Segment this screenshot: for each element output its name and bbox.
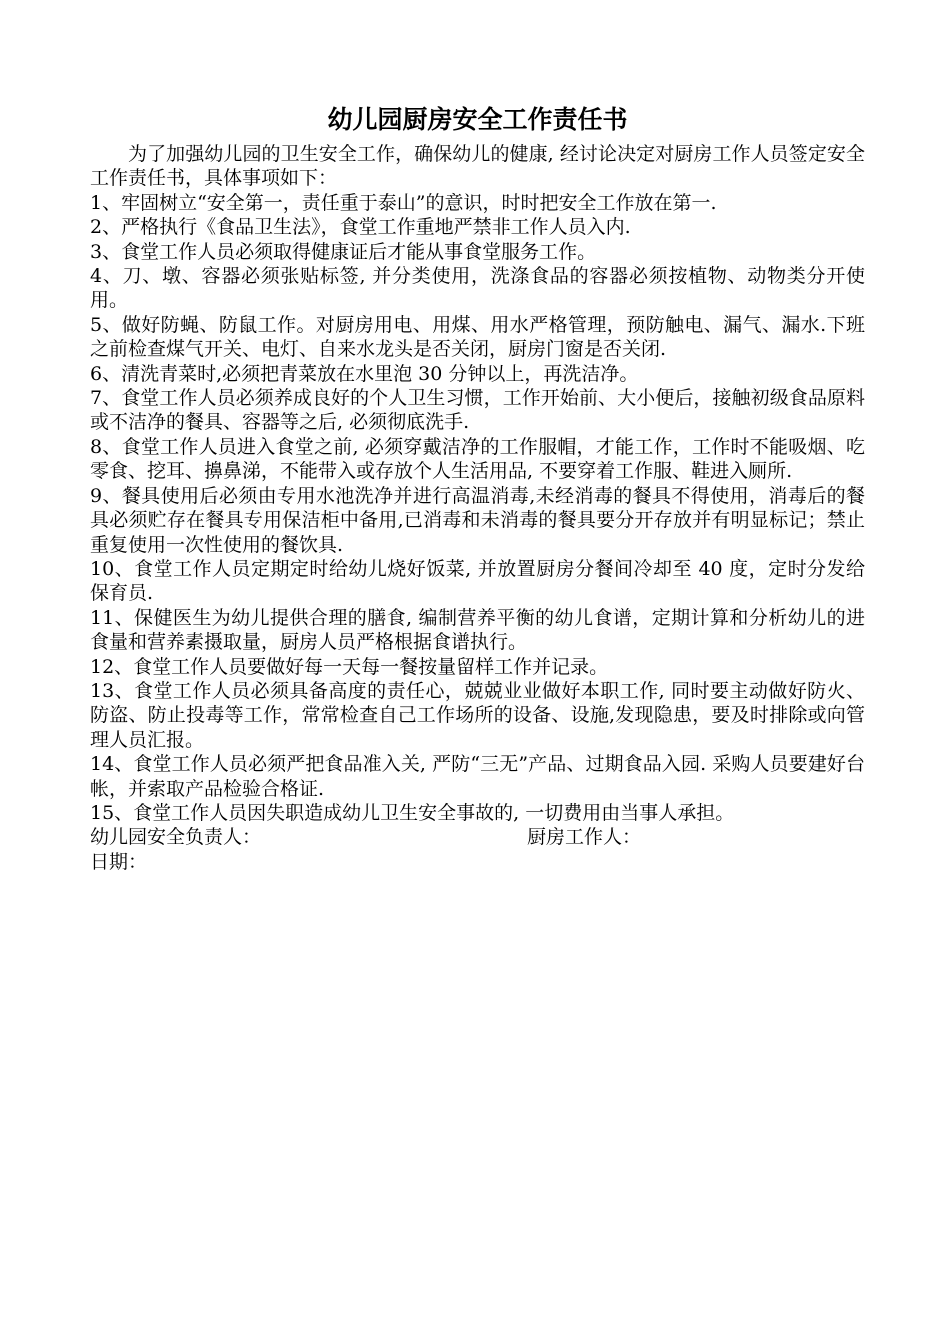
item-12: 12、食堂工作人员要做好每一天每一餐按量留样工作并记录。 xyxy=(90,655,609,678)
item-6: 6、清洗青菜时,必须把青菜放在水里泡 30 分钟以上，再洗洁净。 xyxy=(90,362,639,385)
document-page xyxy=(90,100,865,874)
date-row xyxy=(90,850,865,874)
item-10: 10、食堂工作人员定期定时给幼儿烧好饭菜, 并放置厨房分餐间冷却至 40 度，定时分发给保育员. xyxy=(90,557,865,605)
item-1: 1、牢固树立“安全第一，责任重于泰山”的意识，时时把安全工作放在第一. xyxy=(90,191,717,214)
kindergarten-signature-label: 幼儿园安全负责人： xyxy=(90,826,262,849)
intro-paragraph: 为了加强幼儿园的卫生安全工作，确保幼儿的健康, 经讨论决定对厨房工作人员签定安全工作责任书，具体事项如下： xyxy=(90,143,865,190)
item-13: 13、食堂工作人员必须具备高度的责任心，兢兢业业做好本职工作, 同时要主动做好防火、防盗、防止投毒等工作，常常检查自己工作场所的设备、设施,发现隐患，要及时排除或向管理人员汇报。 xyxy=(90,679,865,751)
document-title: 幼儿园厨房安全工作责任书 xyxy=(327,105,628,134)
item-15: 15、食堂工作人员因失职造成幼儿卫生安全事故的, 一切费用由当事人承担。 xyxy=(90,801,735,824)
item-5: 5、做好防蝇、防鼠工作。对厨房用电、用煤、用水严格管理，预防触电、漏气、漏水.下班之前检查煤气开关、电灯、自来水龙头是否关闭，厨房门窗是否关闭. xyxy=(90,313,865,361)
item-14: 14、食堂工作人员必须严把食品准入关, 严防“三无”产品、过期食品入园. 采购人员要建好台帐，并索取产品检验合格证. xyxy=(90,753,865,800)
item-9: 9、餐具使用后必须由专用水池洗净并进行高温消毒,未经消毒的餐具不得使用，消毒后的餐具必须贮存在餐具专用保洁柜中备用,已消毒和未消毒的餐具要分开存放并有明显标记；禁止重复使用一次性使用的餐饮具. xyxy=(90,484,865,556)
kitchen-signature-label: 厨房工作人： xyxy=(527,826,642,849)
item-2: 2、严格执行《食品卫生法》，食堂工作重地严禁非工作人员入内. xyxy=(90,216,631,239)
item-11: 11、保健医生为幼儿提供合理的膳食, 编制营养平衡的幼儿食谱，定期计算和分析幼儿的进食量和营养素摄取量，厨房人员严格根据食谱执行。 xyxy=(90,606,865,654)
item-3: 3、食堂工作人员必须取得健康证后才能从事食堂服务工作。 xyxy=(90,240,597,263)
item-4: 4、刀、墩、容器必须张贴标签, 并分类使用，洗涤食品的容器必须按植物、动物类分开使用。 xyxy=(90,265,865,312)
signature-row xyxy=(90,825,865,849)
date-label: 日期： xyxy=(90,850,148,873)
item-8: 8、食堂工作人员进入食堂之前, 必须穿戴洁净的工作服帽，才能工作，工作时不能吸烟、吃零食、挖耳、擤鼻涕，不能带入或存放个人生活用品, 不要穿着工作服、鞋进入厕所. xyxy=(90,435,865,483)
item-7: 7、食堂工作人员必须养成良好的个人卫生习惯，工作开始前、大小便后，接触初级食品原料或不洁净的餐具、容器等之后, 必须彻底洗手. xyxy=(90,387,865,434)
